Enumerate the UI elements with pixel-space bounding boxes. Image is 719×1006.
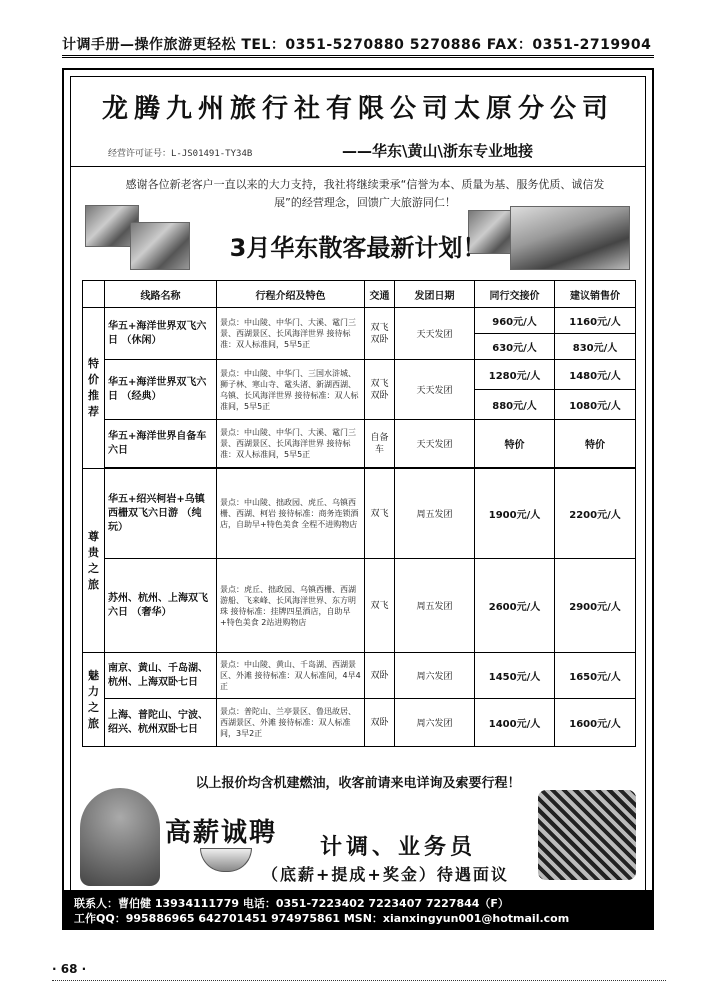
route-name: 南京、黄山、千岛湖、杭州、上海双卧七日 <box>105 653 217 699</box>
route-detail: 景点：中山陵、中华门、大溪、鼋门三景、西湖景区、长风海洋世界 接待标准：双人标准间，5早5正 <box>217 420 365 468</box>
scenic-photo <box>130 222 190 270</box>
route-name: 华五+海洋世界双飞六日 （休闲） <box>105 308 217 360</box>
route-name: 苏州、杭州、上海双飞六日 （奢华） <box>105 559 217 653</box>
peer-price: 960元/人 <box>475 308 555 334</box>
table-header-row <box>83 281 636 308</box>
mascot-image <box>80 788 160 886</box>
category-charm: 魅力之旅 <box>83 653 105 747</box>
peer-price: 1900元/人 <box>475 469 555 559</box>
category-premium: 尊贵之旅 <box>83 469 105 653</box>
table-row <box>83 653 636 699</box>
peer-price: 1280元/人 <box>475 360 555 390</box>
route-date: 周五发团 <box>395 469 475 559</box>
route-detail: 景点：普陀山、兰亭景区、鲁迅故居、西湖景区、外滩 接待标准：双人标准间，3早2正 <box>217 699 365 747</box>
page-number: · 68 · <box>52 962 87 976</box>
peer-price: 2600元/人 <box>475 559 555 653</box>
table-row <box>83 699 636 747</box>
route-name: 华五+绍兴柯岩+乌镇西栅双飞六日游 （纯玩） <box>105 469 217 559</box>
route-traffic: 双飞双卧 <box>365 308 395 360</box>
route-name: 上海、普陀山、宁波、绍兴、杭州双卧七日 <box>105 699 217 747</box>
route-traffic: 双飞双卧 <box>365 360 395 420</box>
sale-price: 830元/人 <box>555 334 636 360</box>
firecracker-image <box>538 790 636 880</box>
sale-price: 1650元/人 <box>555 653 636 699</box>
table-row <box>83 559 636 653</box>
company-slogan: ——华东\黄山\浙东专业地接 <box>342 142 533 160</box>
sale-price: 1160元/人 <box>555 308 636 334</box>
peer-price: 1450元/人 <box>475 653 555 699</box>
route-date: 天天发团 <box>395 308 475 360</box>
route-traffic: 双飞 <box>365 469 395 559</box>
top-divider <box>62 55 654 58</box>
topbar: 计调手册—操作旅游更轻松 TEL：0351-5270880 5270886 FAX：0351-2719904 <box>62 37 652 53</box>
table-row <box>83 420 636 468</box>
scenic-photo <box>510 206 630 270</box>
recruit-title: 高薪诚聘 <box>165 818 278 848</box>
price-note: 以上报价均含机建燃油，收客前请来电详询及索要行程！ <box>195 776 521 791</box>
route-traffic: 双卧 <box>365 699 395 747</box>
route-date: 周六发团 <box>395 653 475 699</box>
plan-headline: 3月华东散客最新计划！ <box>229 234 487 262</box>
sale-price: 1480元/人 <box>555 360 636 390</box>
header-date: 发团日期 <box>395 281 475 308</box>
route-traffic: 双飞 <box>365 559 395 653</box>
header-route: 线路名称 <box>105 281 217 308</box>
route-traffic: 自备车 <box>365 420 395 468</box>
thanks-text: 感谢各位新老客户一直以来的大力支持，我社将继续秉承“信誉为本、质量为基、服务优质、诚信发展”的经营理念，回馈广大旅游同仁！ <box>125 178 605 209</box>
category-special: 特价推荐 <box>83 308 105 469</box>
page-footer-line <box>52 980 666 981</box>
route-detail: 景点：中山陵、中华门、大溪、鼋门三景、西湖景区、长风海洋世界 接待标准：双人标准间，5早5正 <box>217 308 365 360</box>
header-sale-price: 建议销售价 <box>555 281 636 308</box>
route-detail: 景点：虎丘、拙政园、乌镇西栅、西湖游船、飞来峰、长风海洋世界、东方明珠 接待标准：挂牌四星酒店，自助早+特色美食 2站进购物店 <box>217 559 365 653</box>
table-row <box>83 360 636 390</box>
route-date: 天天发团 <box>395 420 475 468</box>
contact-bar <box>62 890 654 930</box>
route-name: 华五+海洋世界双飞六日 （经典） <box>105 360 217 420</box>
sale-price: 1600元/人 <box>555 699 636 747</box>
route-detail: 景点：中山陵、黄山、千岛湖、西湖景区、外滩 接待标准：双人标准间，4早4正 <box>217 653 365 699</box>
title-divider <box>70 166 646 167</box>
sale-price: 2900元/人 <box>555 559 636 653</box>
sale-price: 特价 <box>555 420 636 468</box>
peer-price: 特价 <box>475 420 555 468</box>
table-row <box>83 308 636 334</box>
peer-price: 880元/人 <box>475 390 555 420</box>
sale-price: 1080元/人 <box>555 390 636 420</box>
table-row <box>83 469 636 559</box>
route-traffic: 双卧 <box>365 653 395 699</box>
peer-price: 1400元/人 <box>475 699 555 747</box>
route-detail: 景点：中山陵、中华门、三国水浒城、狮子林、寒山寺、鼋头渚、新湖西湖、乌镇、长风海洋世界 接待标准：双人标准间，5早5正 <box>217 360 365 420</box>
peer-price: 630元/人 <box>475 334 555 360</box>
route-date: 周五发团 <box>395 559 475 653</box>
route-date: 天天发团 <box>395 360 475 420</box>
route-detail: 景点：中山陵、拙政园、虎丘、乌镇西栅、西湖、柯岩 接待标准：商务连锁酒店，自助早+特色美食 全程不进购物店 <box>217 469 365 559</box>
sale-price: 2200元/人 <box>555 469 636 559</box>
route-date: 周六发团 <box>395 699 475 747</box>
recruit-benefits: （底薪+提成+奖金）待遇面议 <box>262 865 509 884</box>
contact-phone: 联系人：曹伯健 13934111779 电话：0351-7223402 7223407 7227844（F） <box>74 897 509 910</box>
contact-qq-msn: 工作QQ：995886965 642701451 974975861 MSN：xianxingyun001@hotmail.com <box>74 912 570 925</box>
recruit-positions: 计调、业务员 <box>320 835 477 860</box>
company-name: 龙腾九州旅行社有限公司太原分公司 <box>101 94 614 124</box>
header-detail: 行程介绍及特色 <box>217 281 365 308</box>
tour-plan-table <box>82 280 636 747</box>
license-number: 经营许可证号：L-JS01491-TY34B <box>108 149 253 159</box>
header-traffic: 交通 <box>365 281 395 308</box>
header-peer-price: 同行交接价 <box>475 281 555 308</box>
route-name: 华五+海洋世界自备车六日 <box>105 420 217 468</box>
